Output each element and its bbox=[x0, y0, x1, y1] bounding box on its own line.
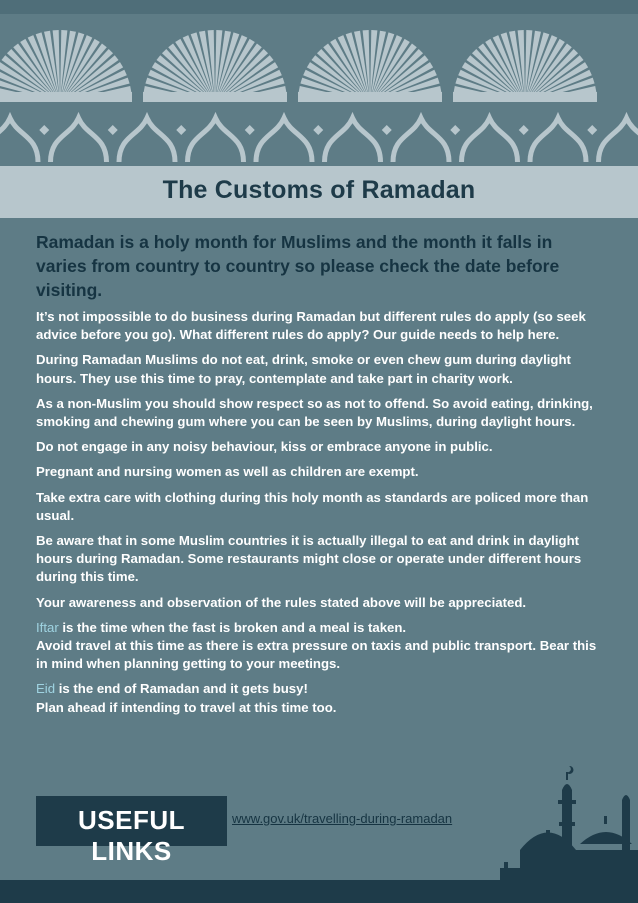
mosque-silhouette-icon bbox=[500, 760, 638, 880]
paragraph-iftar bbox=[36, 619, 606, 674]
paragraph-business: It’s not impossible to do business during Ramadan but different rules do apply (so seek advice before you go). What different rules do apply? Our guide needs to help here. bbox=[36, 309, 586, 343]
iftar-line1: is the time when the fast is broken and a meal is taken. bbox=[58, 619, 407, 635]
paragraph-clothing: Take extra care with clothing during this holy month as standards are policed more than usual. bbox=[36, 489, 589, 523]
footer-bar bbox=[0, 880, 638, 903]
intro-paragraph: Ramadan is a holy month for Muslims and the month it falls in varies from country to country so please check the date before visiting. bbox=[36, 232, 560, 300]
eid-line2: Plan ahead if intending to travel at this time too. bbox=[36, 699, 337, 715]
eid-line1: is the end of Ramadan and it gets busy! bbox=[55, 681, 308, 697]
iftar-line2: Avoid travel at this time as there is extra pressure on taxis and public transport. Bear this in mind when planning getting to your meetings. bbox=[36, 638, 597, 672]
paragraph-illegal: Be aware that in some Muslim countries it is actually illegal to eat and drink in daylight hours during Ramadan. Some restaurants might close or operate under different hours during this time. bbox=[36, 533, 582, 585]
paragraph-exempt: Pregnant and nursing women as well as children are exempt. bbox=[36, 464, 419, 480]
paragraph-respect: As a non-Muslim you should show respect so as not to offend. So avoid eating, drinking, smoking and chewing gum where you can be seen by Muslims, during daylight hours. bbox=[36, 395, 593, 430]
iftar-term: Iftar bbox=[36, 619, 59, 635]
eid-term: Eid bbox=[36, 681, 56, 697]
paragraph-fasting: During Ramadan Muslims do not eat, drink, smoke or even chew gum during daylight hours. They use this time to pray, contemplate and take part in charity work. bbox=[36, 352, 571, 386]
useful-link-ramadan[interactable]: www.gov.uk/travelling-during-ramadan bbox=[232, 811, 453, 826]
paragraph-behaviour: Do not engage in any noisy behaviour, kiss or embrace anyone in public. bbox=[36, 439, 493, 455]
useful-links-label: USEFUL LINKS bbox=[78, 805, 185, 866]
paragraph-eid bbox=[36, 680, 606, 716]
fan-ornament-icon bbox=[0, 30, 597, 102]
paragraph-appreciation: Your awareness and observation of the rules stated above will be appreciated. bbox=[36, 594, 527, 610]
main-content bbox=[36, 230, 606, 724]
header-ornament bbox=[0, 0, 638, 166]
page-title: The Customs of Ramadan bbox=[162, 176, 476, 204]
